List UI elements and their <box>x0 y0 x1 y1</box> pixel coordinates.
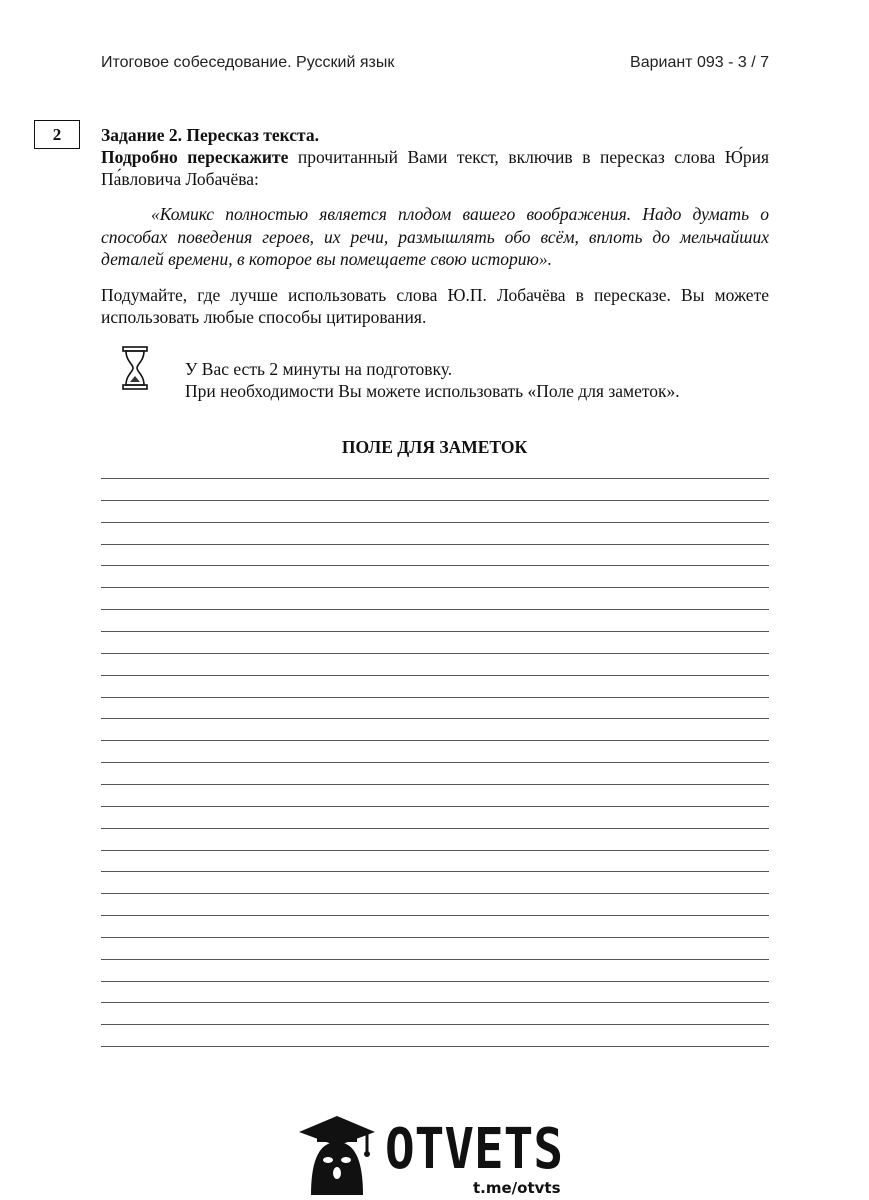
notes-line <box>101 850 769 851</box>
notes-line <box>101 653 769 654</box>
notes-line <box>101 587 769 588</box>
task-intro-rest: прочитанный Вами текст, включив в пересказ слова Ю́рия Па́вловича Лобачёва: <box>101 147 770 189</box>
task-closing: Подумайте, где лучше использовать слова Ю.П. Лобачёва в пересказе. Вы можете использовать любые способы цитирования. <box>101 284 769 327</box>
task-body <box>101 124 769 329</box>
notes-line <box>101 522 769 523</box>
header-title: Итоговое собеседование. Русский язык <box>101 54 395 71</box>
header-variant: Вариант 093 - 3 / 7 <box>630 54 769 71</box>
notes-line <box>101 565 769 566</box>
task-quote: «Комикс полностью является плодом вашего воображения. Надо думать о способах поведения героев, их речи, размышлять обо всём, вплоть до мельчайших деталей времени, в которое вы помещаете свою историю». <box>101 204 769 269</box>
notes-line <box>101 478 769 479</box>
notes-line <box>101 981 769 982</box>
notes-line <box>101 631 769 632</box>
notes-line <box>101 784 769 785</box>
svg-text:OTVETS: OTVETS <box>385 1117 563 1182</box>
task-intro-bold: Подробно перескажите <box>101 147 289 167</box>
hourglass-icon <box>119 346 151 390</box>
watermark-logo <box>297 1110 567 1195</box>
svg-text:t.me/otvts: t.me/otvts <box>473 1179 561 1197</box>
hooded-graduate-icon <box>299 1116 375 1195</box>
notes-line <box>101 544 769 545</box>
task-title: Задание 2. Пересказ текста. <box>101 125 319 145</box>
notes-line <box>101 937 769 938</box>
notes-line <box>101 762 769 763</box>
prep-instructions <box>185 358 680 402</box>
notes-line <box>101 871 769 872</box>
notes-line <box>101 828 769 829</box>
notes-line <box>101 959 769 960</box>
prep-line-1: У Вас есть 2 минуты на подготовку. <box>185 359 453 379</box>
notes-line <box>101 500 769 501</box>
notes-line <box>101 675 769 676</box>
notes-line <box>101 893 769 894</box>
notes-line <box>101 1024 769 1025</box>
task-number-box <box>34 120 80 149</box>
notes-line <box>101 697 769 698</box>
task-number: 2 <box>52 124 62 144</box>
notes-line <box>101 740 769 741</box>
notes-line <box>101 1002 769 1003</box>
prep-line-2: При необходимости Вы можете использовать «Поле для заметок». <box>185 381 680 401</box>
notes-line <box>101 806 769 807</box>
task-intro <box>101 146 769 190</box>
notes-line <box>101 915 769 916</box>
notes-title: ПОЛЕ ДЛЯ ЗАМЕТОК <box>341 437 528 457</box>
notes-line <box>101 609 769 610</box>
notes-line <box>101 1046 769 1047</box>
notes-line <box>101 718 769 719</box>
